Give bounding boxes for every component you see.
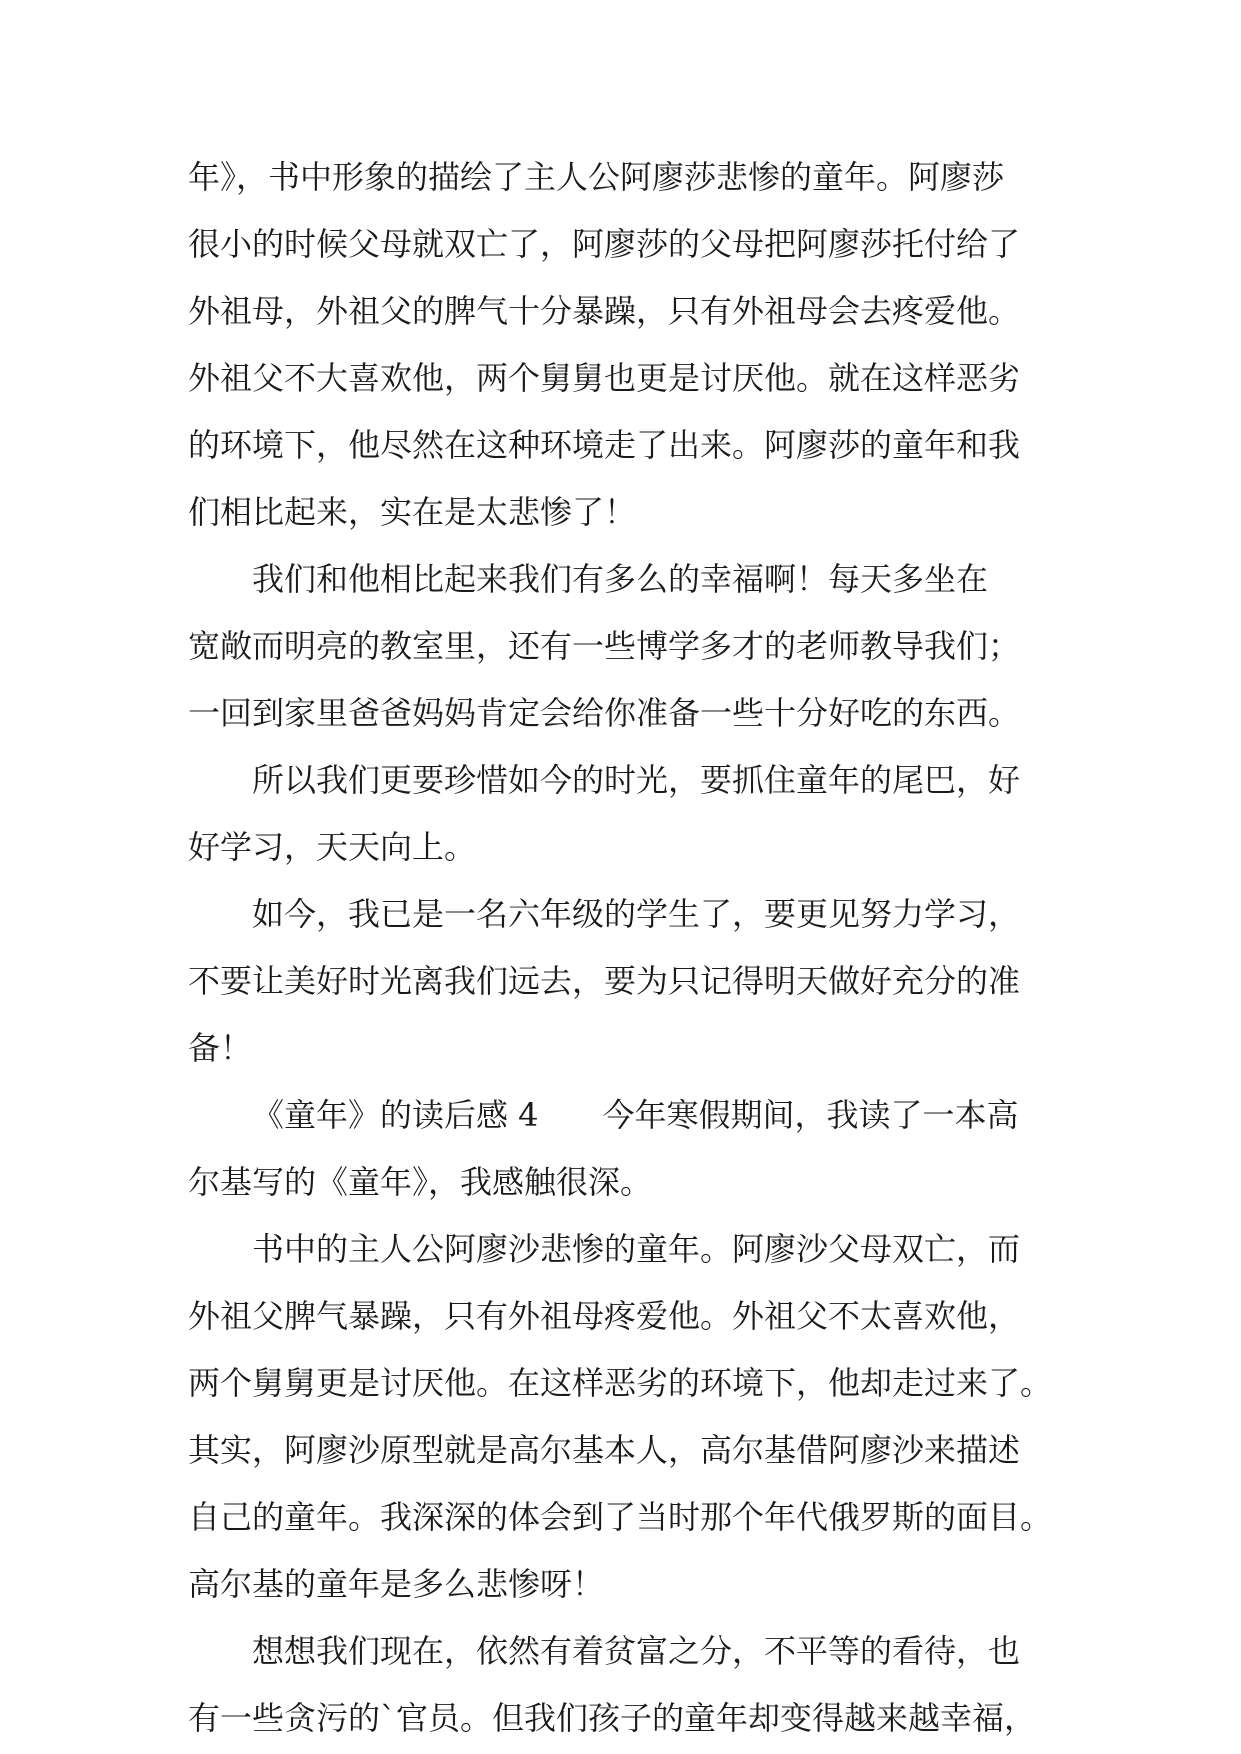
- text-line: 不要让美好时光离我们远去，要为只记得明天做好充分的准: [188, 962, 1021, 1000]
- text-line: 高尔基的童年是多么悲惨呀！: [188, 1565, 605, 1603]
- text-line: 想想我们现在，依然有着贫富之分，不平等的看待，也: [252, 1632, 1021, 1670]
- text-line: 的环境下，他尽然在这种环境走了出来。阿廖莎的童年和我: [188, 426, 1021, 464]
- text-line: 外祖父脾气暴躁，只有外祖母疼爱他。外祖父不太喜欢他，: [188, 1297, 1021, 1335]
- text-line: 我们和他相比起来我们有多么的幸福啊！每天多坐在: [252, 560, 989, 598]
- text-line: 尔基写的《童年》，我感触很深。: [188, 1163, 653, 1201]
- text-line: 好学习，天天向上。: [188, 828, 477, 866]
- text-line: 外祖母，外祖父的脾气十分暴躁，只有外祖母会去疼爱他。: [188, 292, 1021, 330]
- text-line: 外祖父不大喜欢他，两个舅舅也更是讨厌他。就在这样恶劣: [188, 359, 1021, 397]
- text-line: 有一些贪污的`官员。但我们孩子的童年却变得越来越幸福，: [188, 1699, 1037, 1737]
- text-line: 一回到家里爸爸妈妈肯定会给你准备一些十分好吃的东西。: [188, 694, 1021, 732]
- body-text: [188, 144, 1068, 1752]
- text-line: 其实，阿廖沙原型就是高尔基本人，高尔基借阿廖沙来描述: [188, 1431, 1021, 1469]
- text-line: 很小的时候父母就双亡了，阿廖莎的父母把阿廖莎托付给了: [188, 225, 1021, 263]
- text-line: 们相比起来，实在是太悲惨了！: [188, 493, 637, 531]
- text-line: 备！: [188, 1029, 253, 1067]
- text-line: 自己的童年。我深深的体会到了当时那个年代俄罗斯的面目。: [188, 1498, 1053, 1536]
- text-line: 两个舅舅更是讨厌他。在这样恶劣的环境下，他却走过来了。: [188, 1364, 1053, 1402]
- text-line: 如今，我已是一名六年级的学生了，要更见努力学习，: [252, 895, 1021, 933]
- text-line: 年》，书中形象的描绘了主人公阿廖莎悲惨的童年。阿廖莎: [188, 158, 1005, 196]
- text-line: 书中的主人公阿廖沙悲惨的童年。阿廖沙父母双亡，而: [252, 1230, 1021, 1268]
- text-line: 所以我们更要珍惜如今的时光，要抓住童年的尾巴，好: [252, 761, 1021, 799]
- text-line: 《童年》的读后感 4 今年寒假期间，我读了一本高: [252, 1096, 1019, 1134]
- text-line: 宽敞而明亮的教室里，还有一些博学多才的老师教导我们；: [188, 627, 1021, 665]
